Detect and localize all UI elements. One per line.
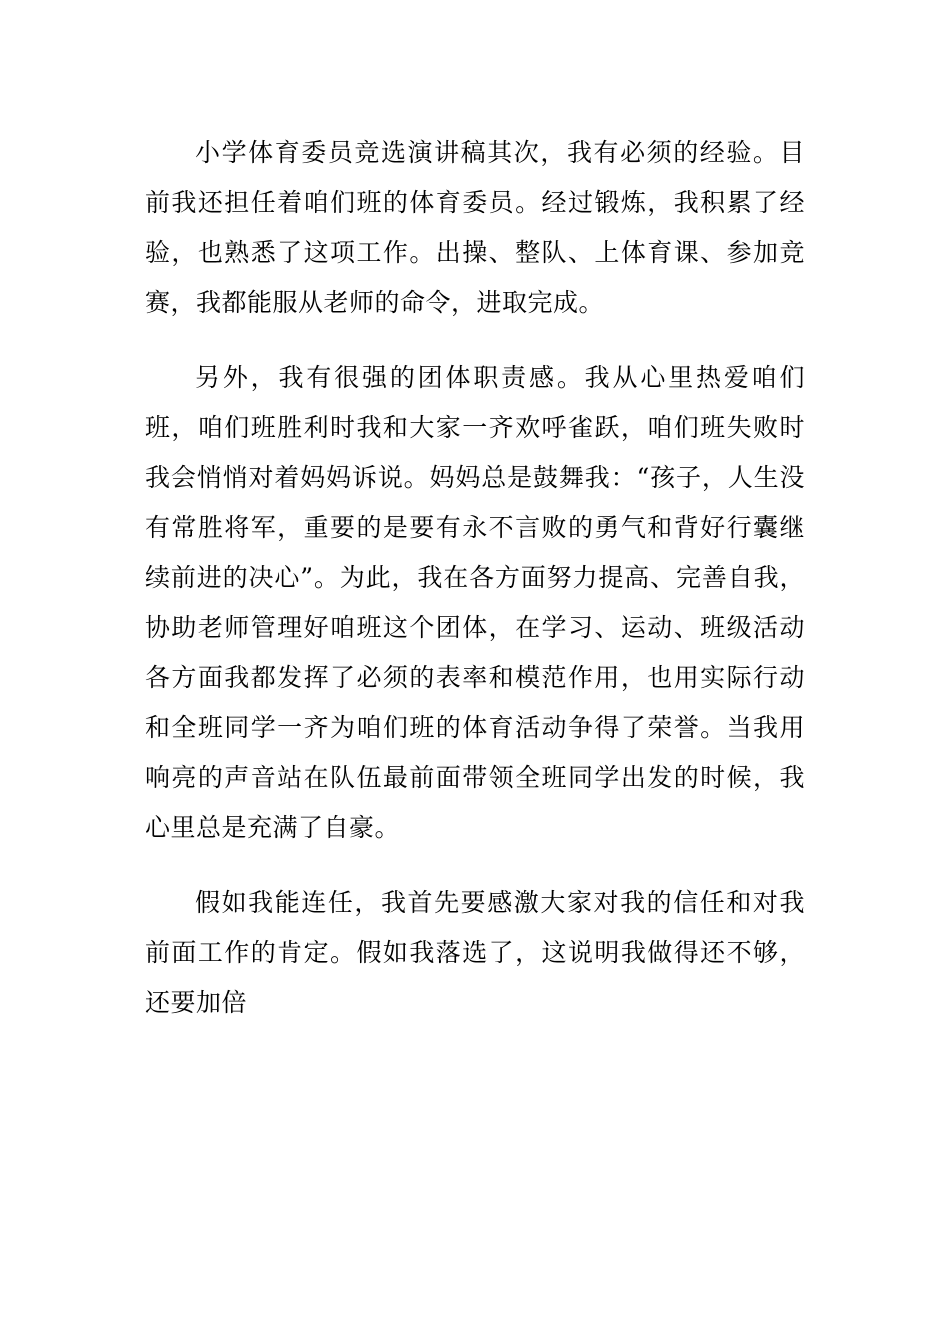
paragraph-responsibility: 另外，我有很强的团体职责感。我从心里热爱咱们班，咱们班胜利时我和大家一齐欢呼雀跃，咱们班失败时我会悄悄对着妈妈诉说。妈妈总是鼓舞我：“孩子，人生没有常胜将军，重要的是要有永不言败的勇气和背好行囊继续前进的决心”。为此，我在各方面努力提高、完善自我，协助老师管理好咱班这个团体，在学习、运动、班级活动各方面我都发挥了必须的表率和模范作用，也用实际行动和全班同学一齐为咱们班的体育活动争得了荣誉。当我用响亮的声音站在队伍最前面带领全班同学出发的时候，我心里总是充满了自豪。	[145, 363, 805, 842]
paragraph-reelection: 假如我能连任，我首先要感激大家对我的信任和对我前面工作的肯定。假如我落选了，这说明我做得还不够，还要加倍	[145, 888, 805, 1017]
document-body	[145, 128, 805, 1053]
paragraph-experience: 小学体育委员竞选演讲稿其次，我有必须的经验。目前我还担任着咱们班的体育委员。经过锻炼，我积累了经验，也熟悉了这项工作。出操、整队、上体育课、参加竞赛，我都能服从老师的命令，进取完成。	[145, 138, 805, 317]
